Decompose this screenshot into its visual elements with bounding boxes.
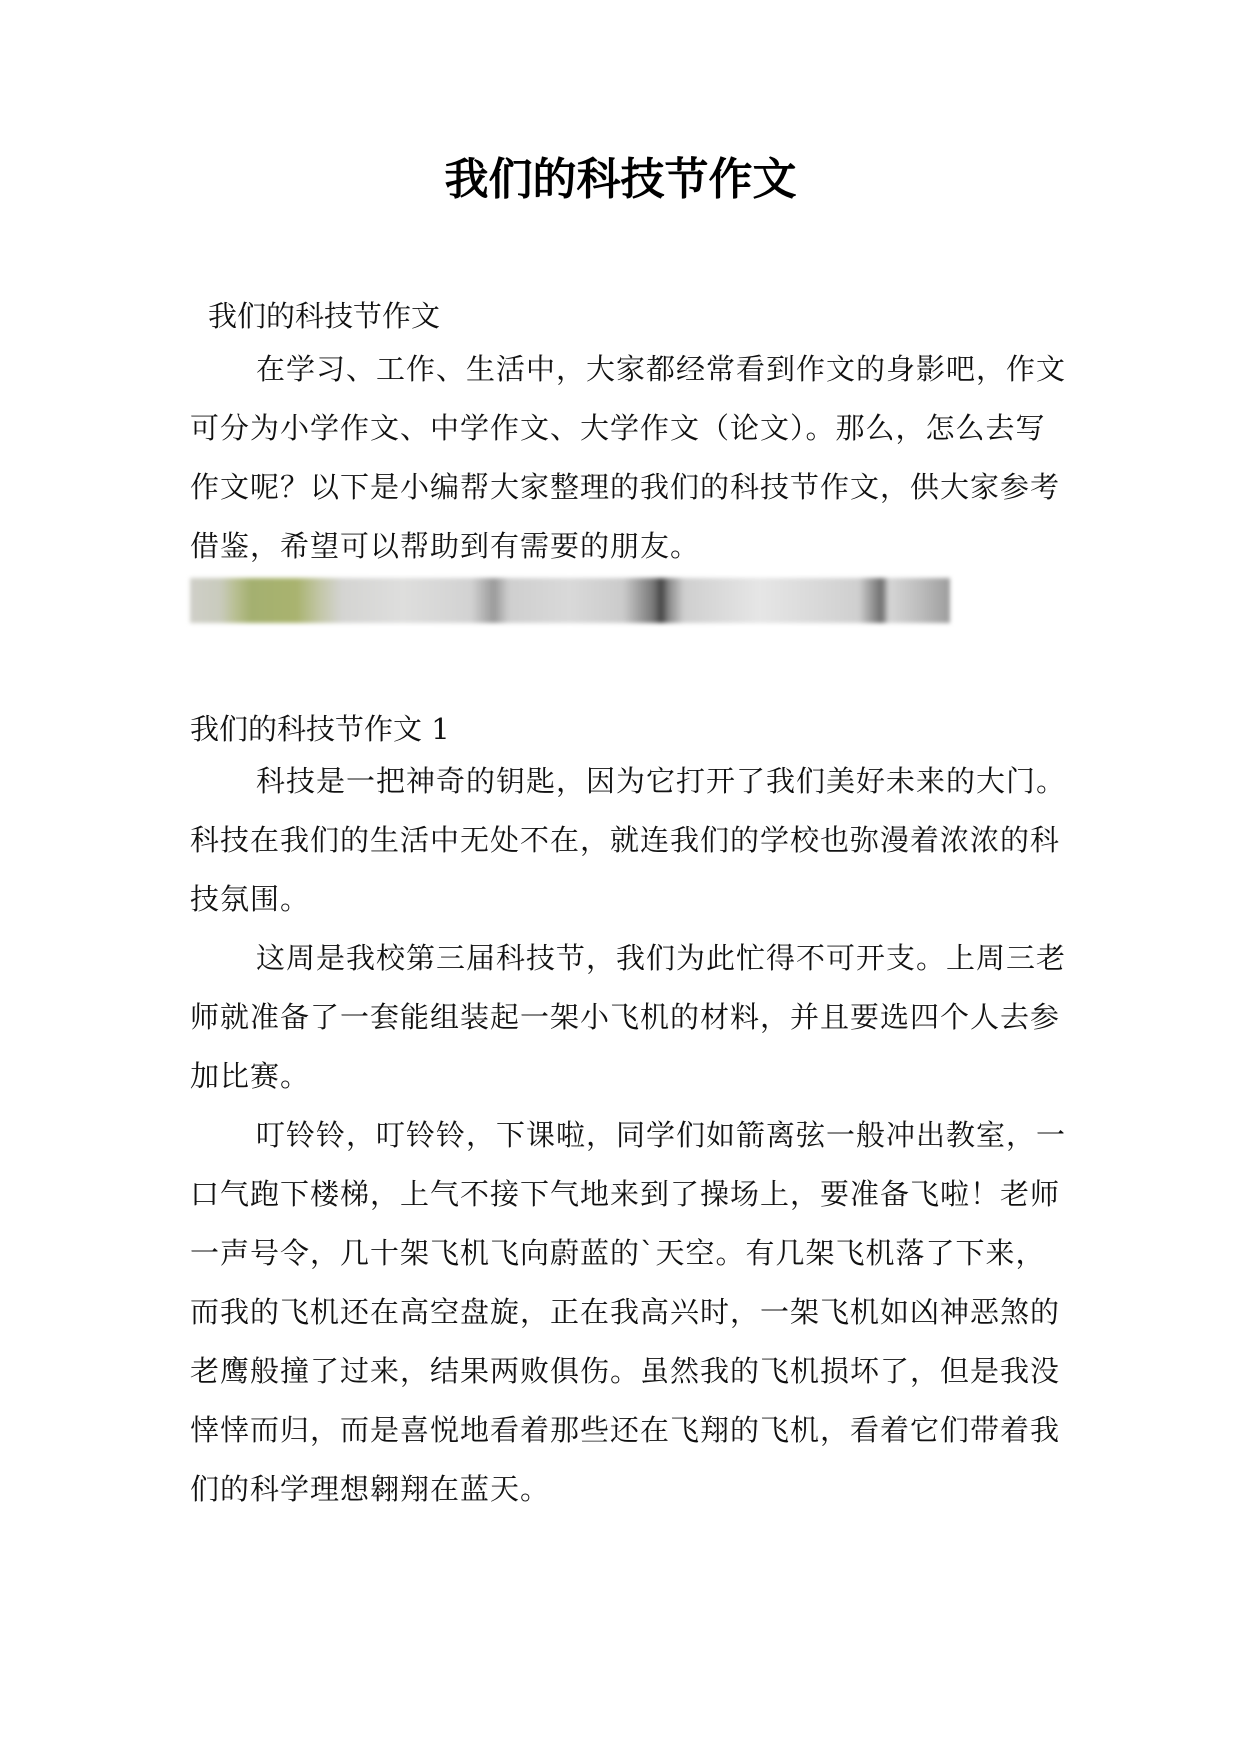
body-paragraph-2: 这周是我校第三届科技节，我们为此忙得不可开支。上周三老师就准备了一套能组装起一架小飞机的材料，并且要选四个人去参加比赛。 bbox=[190, 941, 1067, 1093]
body-paragraph-3: 叮铃铃，叮铃铃，下课啦，同学们如箭离弦一般冲出教室，一口气跑下楼梯，上气不接下气地来到了操场上，要准备飞啦！老师一声号令，几十架飞机飞向蔚蓝的`天空。有几架飞机落了下来，而我的飞机还在高空盘旋，正在我高兴时，一架飞机如凶神恶煞的老鹰般撞了过来，结果两败俱伤。虽然我的飞机损坏了，但是我没悻悻而归，而是喜悦地看着那些还在飞翔的飞机，看着它们带着我们的科学理想翱翔在蓝天。 bbox=[190, 1118, 1067, 1506]
document-title: 我们的科技节作文 bbox=[444, 154, 797, 205]
intro-paragraph: 在学习、工作、生活中，大家都经常看到作文的身影吧，作文可分为小学作文、中学作文、大学作文（论文）。那么，怎么去写作文呢？以下是小编帮大家整理的我们的科技节作文，供大家参考借鉴，希望可以帮助到有需要的朋友。 bbox=[190, 352, 1067, 563]
section-heading: 我们的科技节作文 1 bbox=[190, 712, 450, 746]
body-paragraph-1: 科技是一把神奇的钥匙，因为它打开了我们美好未来的大门。科技在我们的生活中无处不在，就连我们的学校也弥漫着浓浓的科技氛围。 bbox=[190, 764, 1067, 916]
document-subtitle: 我们的科技节作文 bbox=[208, 299, 441, 333]
blurred-banner-image bbox=[190, 578, 950, 623]
